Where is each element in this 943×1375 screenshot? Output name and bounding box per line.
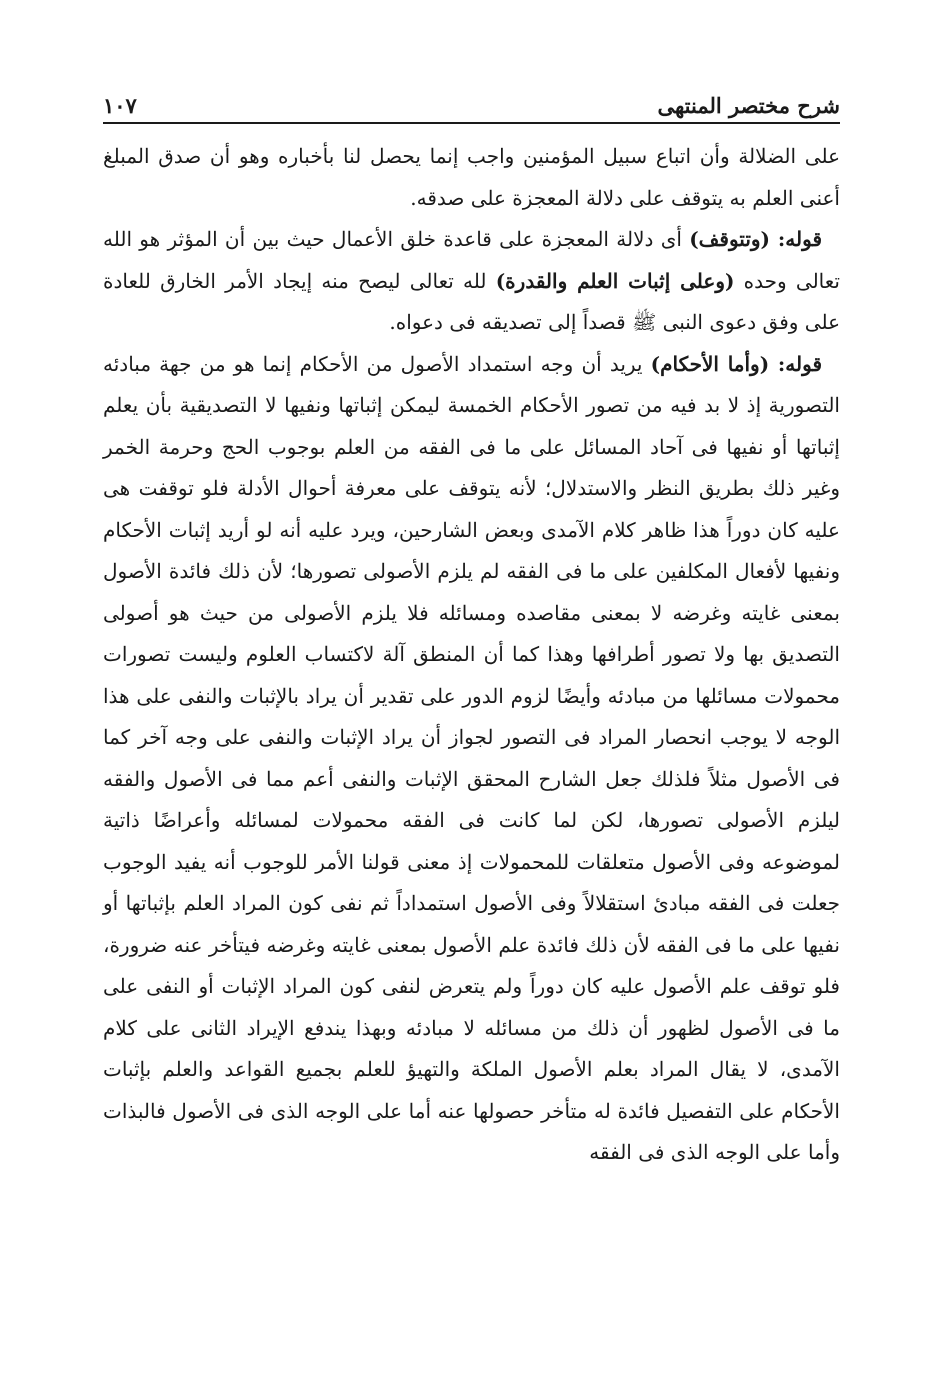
paragraph-2-text-b: لله تعالى ليصح منه إيجاد الأمر الخارق للعادة على وفق دعوى النبى ﷺ قصداً إلى تصديقه فى دعواه. bbox=[103, 268, 840, 334]
paragraph-2-text-a: أى دلالة المعجزة على قاعدة خلق الأعمال حيث بين أن المؤثر هو الله تعالى وحده bbox=[103, 227, 840, 293]
page-number: ١٠٧ bbox=[103, 93, 137, 118]
paragraph-2 bbox=[103, 219, 840, 344]
paragraph-3-lead: قوله: (وأما الأحكام) bbox=[650, 351, 822, 376]
book-title: شرح مختصر المنتهى bbox=[657, 93, 840, 118]
running-header bbox=[103, 84, 840, 118]
body-text bbox=[103, 136, 840, 1174]
header-rule bbox=[103, 122, 840, 124]
paragraph-1-text: على الضلالة وأن اتباع سبيل المؤمنين واجب إنما يحصل لنا بأخباره وهو أن صدق المبلغ أعنى العلم به يتوقف على دلالة المعجزة على صدقه. bbox=[103, 144, 840, 210]
paragraph-1 bbox=[103, 136, 840, 219]
paragraph-3 bbox=[103, 344, 840, 1174]
paragraph-2-bold: (وعلى إثبات العلم والقدرة) bbox=[495, 268, 735, 293]
paragraph-2-lead: قوله: (وتتوقف) bbox=[689, 227, 822, 251]
paragraph-3-text: يريد أن وجه استمداد الأصول من الأحكام إنما هو من جهة مبادئه التصورية إذ لا بد فيه من تصور الأحكام الخمسة ليمكن إثباتها ونفيها لا التصديقية بأن يعلم إثباتها أو نفيها فى آحاد المسائل على ما فى الفقه من العلم بوجوب الحج وحرمة الخمر وغير ذلك بطريق النظر والاستدلال؛ لأنه يتوقف على معرفة أحوال الأدلة فلو توقفت هى عليه كان دوراً هذا ظاهر كلام الآمدى وبعض الشارحين، ويرد عليه أنه لو أريد إثبات الأحكام ونفيها لأفعال المكلفين على ما فى الفقه لم يلزم الأصولى تصورها؛ لأن ذلك فائدة الأصول بمعنى غايته وغرضه لا بمعنى مقاصده ومسائله فلا يلزم الأصولى من حيث هو أصولى التصديق بها ولا تصور أطرافها وهذا كما أن المنطق آلة لاكتساب العلوم وليست تصورات محمولات مسائلها من مبادئه وأيضًا لزوم الدور على تقدير أن يراد بالإثبات والنفى على هذا الوجه لا يوجب انحصار المراد فى التصور لجواز أن يراد الإثبات والنفى على وجه آخر كما فى الأصول مثلاً فلذلك جعل الشارح المحقق الإثبات والنفى أعم مما فى الأصول والفقه ليلزم الأصولى تصورها، لكن لما كانت فى الفقه محمولات لمسائله وأعراضًا ذاتية لموضوعه وفى الأصول متعلقات للمحمولات إذ معنى قولنا الأمر للوجوب أنه يفيد الوجوب جعلت فى الفقه مبادئ استقلالاً وفى الأصول استمداداً ثم نفى كون المراد العلم بإثباتها أو نفيها على ما فى الفقه لأن ذلك فائدة علم الأصول بمعنى غايته وغرضه فيتأخر عنه ضرورة، فلو توقف علم الأصول عليه كان دوراً ولم يتعرض لنفى كون المراد الإثبات أو النفى على ما فى الأصول لظهور أن ذلك من مسائله لا مبادئه وبهذا يندفع الإيراد الثانى على كلام الآمدى، لا يقال المراد بعلم الأصول الملكة والتهيؤ للعلم بجميع القواعد والعلم بإثبات الأحكام على التفصيل فائدة له متأخر حصولها عنه أما على الوجه الذى فى الأصول فالبذات وأما على الوجه الذى فى الفقه bbox=[103, 351, 840, 1164]
